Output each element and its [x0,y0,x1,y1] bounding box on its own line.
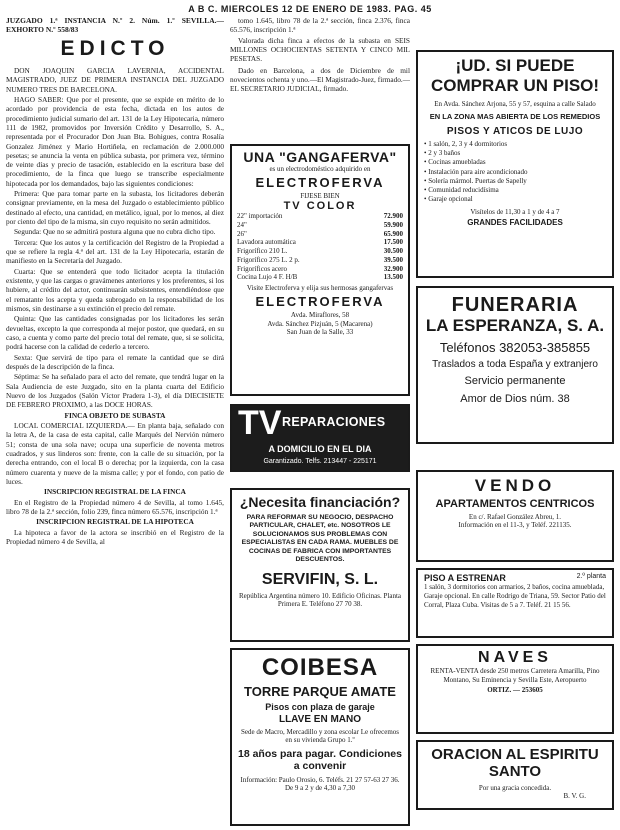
ad-phone: Garantizado. Telfs. 213447 - 225171 [263,458,377,465]
ad-title: VENDO [474,476,556,495]
ad-body: Servicio permanente [464,375,566,388]
product-name: Frigorífico 275 L. 2 p. [237,255,300,264]
ad-signature: B. V. G. [563,791,586,800]
price-row [237,256,403,265]
edicto-paragraph: Quinta: Que las cantidades consignadas por los licitadores les serán devueltas, excepto la que corresponda al mejor postor, que quedará, en su caso, a cuenta y como parte del precio total del remate, que, si se solicita, podrá hacerse con la calidad de cederlo a tercero. [6,314,224,352]
address-line: En Avda. Sánchez Arjona, 55 y 57, esquina a calle Salado [434,100,596,109]
brand-name: ELECTROFERVA [255,294,385,310]
page-header: A B C. MIERCOLES 12 DE ENERO DE 1983. PAG. 45 [188,4,432,14]
price-row [237,265,403,274]
ad-title: TORRE PARQUE AMATE [244,684,396,699]
visit-hours: Visítelos de 11,30 a 1 y de 4 a 7 [470,207,560,216]
price-row [237,221,403,230]
address-line: Avda. Miraflores, 58 [290,311,350,320]
edicto-paragraph: En el Registro de la Propiedad número 4 de Sevilla, al tomo 1.645, libro 78 de la 2.ª sección, folio 239, finca número 65.576, inscripción 1.ª [6,497,224,516]
product-price: 30.500 [383,247,403,256]
edicto-paragraph: HAGO SABER: Que por el presente, que se expide en mérito de lo acordado por providencia de esta fecha, dictada en los autos de procedimiento judicial sumario del art. 131 de la Ley Hipotecaria, número 111 de 1982, promovidos por Inversión Crédito y Desarrollo, S. A., representada por el Procurador Don Juan Bta. Bohigues, contra Rosalía Gonzalez Jiménez y Mario Hortiñela, en reclamación de 2.000.000 pesetas; se anuncia la venta en pública subasta, por primera vez, término de veinte días y precio de tasación, establecido en la escritura base del procedimiento, de la finca que luego se transcribe especialmente hipotecada por los demandados, bajo las siguientes condiciones: [6,94,224,188]
edicto-column [6,16,224,828]
ad-title: NAVES [478,649,552,666]
tv-logo: TV [238,404,282,442]
ad-subtitle: TV COLOR [283,200,357,213]
ad-body: Sede de Macro, Mercadillo y zona escolar Le ofrecemos en su vivienda Grupo 1.º [240,728,399,745]
gangaferva-ad [230,144,410,396]
edicto-paragraph: Sexta: Que servirá de tipo para el remate la cantidad que se dirá después de la descripción de la finca. [6,352,224,372]
edicto-paragraph: La hipoteca a favor de la actora se inscribió en el Registro de la Propiedad número 4 de Sevilla, al [6,527,224,546]
feature-item: • Cocinas amuebladas [424,158,606,167]
floor-label: 2.º planta [576,573,606,580]
financing-ad [230,488,410,642]
product-price: 32.900 [383,264,403,273]
product-name: 22" importación [237,212,283,221]
oracion-ad [416,740,614,810]
ad-body: PARA REFORMAR SU NEGOCIO, DESPACHO PARTICULAR, CHALET, etc. NOSOTROS LE SOLUCIONAMOS SUS PROBLEMAS CON ESPECIALISTAS EN CADA RAMA. MUEBLES DE COCINAS DE FABRICA CON IMPORTANTES DESCUENTOS. [241,514,399,564]
naves-ad [416,644,614,734]
feature-item: • 2 y 3 baños [424,149,606,158]
product-price: 17.500 [383,238,403,247]
ad-body: Traslados a toda España y extranjero [432,359,598,371]
ad-highlight: GRANDES FACILIDADES [467,217,563,227]
edicto-paragraph: Dado en Barcelona, a dos de Diciembre de mil novecientos ochenta y uno.—El Magistrado-Juez, firmado.—EL SECRETARIO JUDICIAL, firmado. [230,65,410,93]
ad-body: Por una gracia concedida. [478,783,552,792]
edicto-subheading: FINCA OBJETO DE SUBASTA [64,410,166,420]
company-name: LA ESPERANZA, S. A. [425,316,605,335]
price-row [237,238,403,247]
ad-subtitle: APARTAMENTOS CENTRICOS [435,498,595,510]
address-line: Amor de Dios núm. 38 [460,392,570,405]
product-name: Frigoríficos acero [237,264,287,273]
product-name: 24" [237,220,247,229]
middle-column [230,16,410,828]
address-line: San Juan de la Salle, 33 [286,328,354,337]
feature-item: • 1 salón, 2, 3 y 4 dormitorios [424,140,606,149]
edicto-continuation [230,16,410,93]
price-row [237,247,403,256]
ad-tagline: FIJESE BIEN [300,192,340,201]
ad-title: REPARACIONES [282,415,386,429]
product-price: 59.900 [383,220,403,229]
ad-title: ¿Necesita financiación? [239,494,401,510]
ad-title: UNA "GANGAFERVA" [243,149,397,165]
product-price: 65.900 [383,229,403,238]
product-name: Lavadora automática [237,238,296,247]
edicto-paragraph: LOCAL COMERCIAL IZQUIERDA.— En planta baja, señalado con la letra A, de la casa de esta capital, calle Marqués del Nervión número 51; consta de una sola nave; ocupa una superficie de noventa metros cuadrados, y sus linderos son: frente, con la calle de su situación, por la derecha entrando, con el local B o derecha; por la izquierda, con la casa número cuarenta y nueve de la misma calle; y por el fondo, con patio de luces. [6,421,224,486]
edicto-paragraph: tomo 1.645, libro 78 de la 2.ª sección, finca 2.376, finca 65.576, inscripción 1.ª [230,16,410,35]
ad-title: ¡UD. SI PUEDE COMPRAR UN PISO! [430,56,600,95]
address-line: Avda. Sánchez Pizjuán, 5 (Macarena) [267,319,373,328]
brand-name: ELECTROFERVA [255,175,385,191]
edicto-paragraph: Tercera: Que los autos y la certificación del Registro de la Propiedad a que se refiere la regla 4.ª del art. 131 de la Ley Hipotecaria, estarán de manifiesto en la Secretaría del Juzgado. [6,237,224,266]
piso-estrenar-ad [416,568,614,638]
company-name: SERVIFIN, S. L. [261,570,379,588]
price-list [237,212,403,282]
ad-body: 1 salón, 3 dormitorios con armarios, 2 baños, cocina amueblada, Garaje opcional. En calle Rodrigo de Triana, 59. Sector Patio del Corral, Plaza Cuba. Visitas de 5 a 7. Teléf. 21 15 56. [424,583,606,609]
edicto-subheading: INSCRIPCION REGISTRAL DE LA FINCA [44,487,186,497]
product-name: Cocina Lujo 4 F. H/B [237,273,298,282]
ad-title: FUNERARIA [451,294,579,316]
ad-subtitle: LLAVE EN MANO [278,714,362,725]
ad-body: RENTA-VENTA desde 250 metros Carretera Amarilla, Pino Montano, Su Eminencia y Sevilla Este, Aeropuerto [430,667,600,684]
piso-ad [416,50,614,278]
edicto-paragraph: Primera: Que para tomar parte en la subasta, los licitadores deberán consignar previamente, en la mesa del Juzgado o establecimiento público destinado al efecto, una cantidad, en metálico, igual, por lo menos, al diez por ciento del tipo de la misma, sin cuyo requisito no serán admitidos. [6,189,224,227]
ad-highlight: 18 años para pagar. Condiciones a convenir [238,747,402,773]
edicto-paragraph: Séptima: Se ha señalado para el acto del remate, que tendrá lugar en la Sala Audiencia de este Juzgado, sito en la planta cuarta del Edificio Nuevo de los Juzgados (Salón Víctor Pradera 1-3), el día DIECISIETE DE FEBRERO PROXIMO, a las DOCE HORAS. [6,372,224,410]
ad-contact: ORTIZ. — 253605 [487,685,543,694]
feature-item: • Comunidad reducidísima [424,186,606,195]
feature-item: • Garaje opcional [424,195,606,204]
address-line: República Argentina número 10. Edificio Oficinas. Planta Primera E. Teléfono 27 70 38. [239,591,401,609]
ad-title [424,573,606,583]
edicto-intro: DON JOAQUIN GARCIA LAVERNIA, ACCIDENTAL MAGISTRADO, JUEZ DE PRIMERA INSTANCIA DEL JUZGADO NUMERO TRES DE BARCELONA. [6,65,224,94]
vendo-ad [416,470,614,562]
funeraria-ad [416,286,614,444]
ad-subtitle: EN LA ZONA MAS ABIERTA DE LOS REMEDIOS [429,111,601,121]
price-row [237,273,403,282]
ad-title: ORACION AL ESPIRITU SANTO [431,746,599,781]
coibesa-ad [230,648,410,826]
ad-intro: es un electrodoméstico adquirido en [269,165,371,173]
court-heading: JUZGADO 1.ª INSTANCIA N.º 2. Núm. 1.º SEVILLA.—EXHORTO N.º 558/83 [6,16,224,34]
price-row [237,212,403,221]
price-row [237,230,403,239]
edicto-paragraph: Segunda: Que no se admitirá postura alguna que no cubra dicho tipo. [14,227,216,237]
edicto-subheading: INSCRIPCION REGISTRAL DE LA HIPOTECA [36,517,194,527]
product-price: 72.900 [383,212,403,221]
feature-item: • Instalación para aire acondicionado [424,168,606,177]
feature-list [424,140,606,204]
product-name: 26" [237,229,247,238]
edicto-paragraph: Valorada dicha finca a efectos de la subasta en SEIS MILLONES OCHOCIENTAS SETENTA Y CINCO MIL PESETAS. [230,36,410,64]
ad-heading: PISOS Y ATICOS DE LUJO [446,126,584,138]
ad-visit-text: Visite Electroferva y elija sus hermosas gangafervas [246,284,394,293]
ad-info: Información: Paulo Orosio, 6. Teléfs. 21 27 57-63 27 36. De 9 a 2 y de 4,30 a 7,30 [240,775,400,793]
edicto-title: EDICTO [60,37,170,60]
edicto-paragraph: Cuarta: Que se entenderá que todo licitador acepta la titulación existente, y que las cargas o gravámenes anteriores y los preferentes, si los hubiere, al crédito del actor, continuarán subsistentes, entendiéndose que el rematante los acepta y queda subrogado en la responsabilidad de los mismos, sin destinarse a su extinción el precio del remate. [6,266,224,314]
ad-subtitle: A DOMICILIO EN EL DIA [268,444,372,454]
company-name: COIBESA [261,654,379,681]
tv-repair-ad [230,404,410,472]
ad-phone: Teléfonos 382053-385855 [439,340,591,356]
ad-info: Información en el 11-3, y Teléf. 221135. [458,521,572,529]
address-line: En c/. Rafael González Abreu, 1. [468,513,562,521]
product-price: 39.500 [383,255,403,264]
feature-item: • Solería mármol. Puertas de Sapelly [424,177,606,186]
ad-title-text: PISO A ESTRENAR [424,573,506,583]
product-name: Frigorífico 210 L. [237,247,288,256]
product-price: 13.500 [383,273,403,282]
ad-subtitle: Pisos con plaza de garaje [265,702,375,712]
